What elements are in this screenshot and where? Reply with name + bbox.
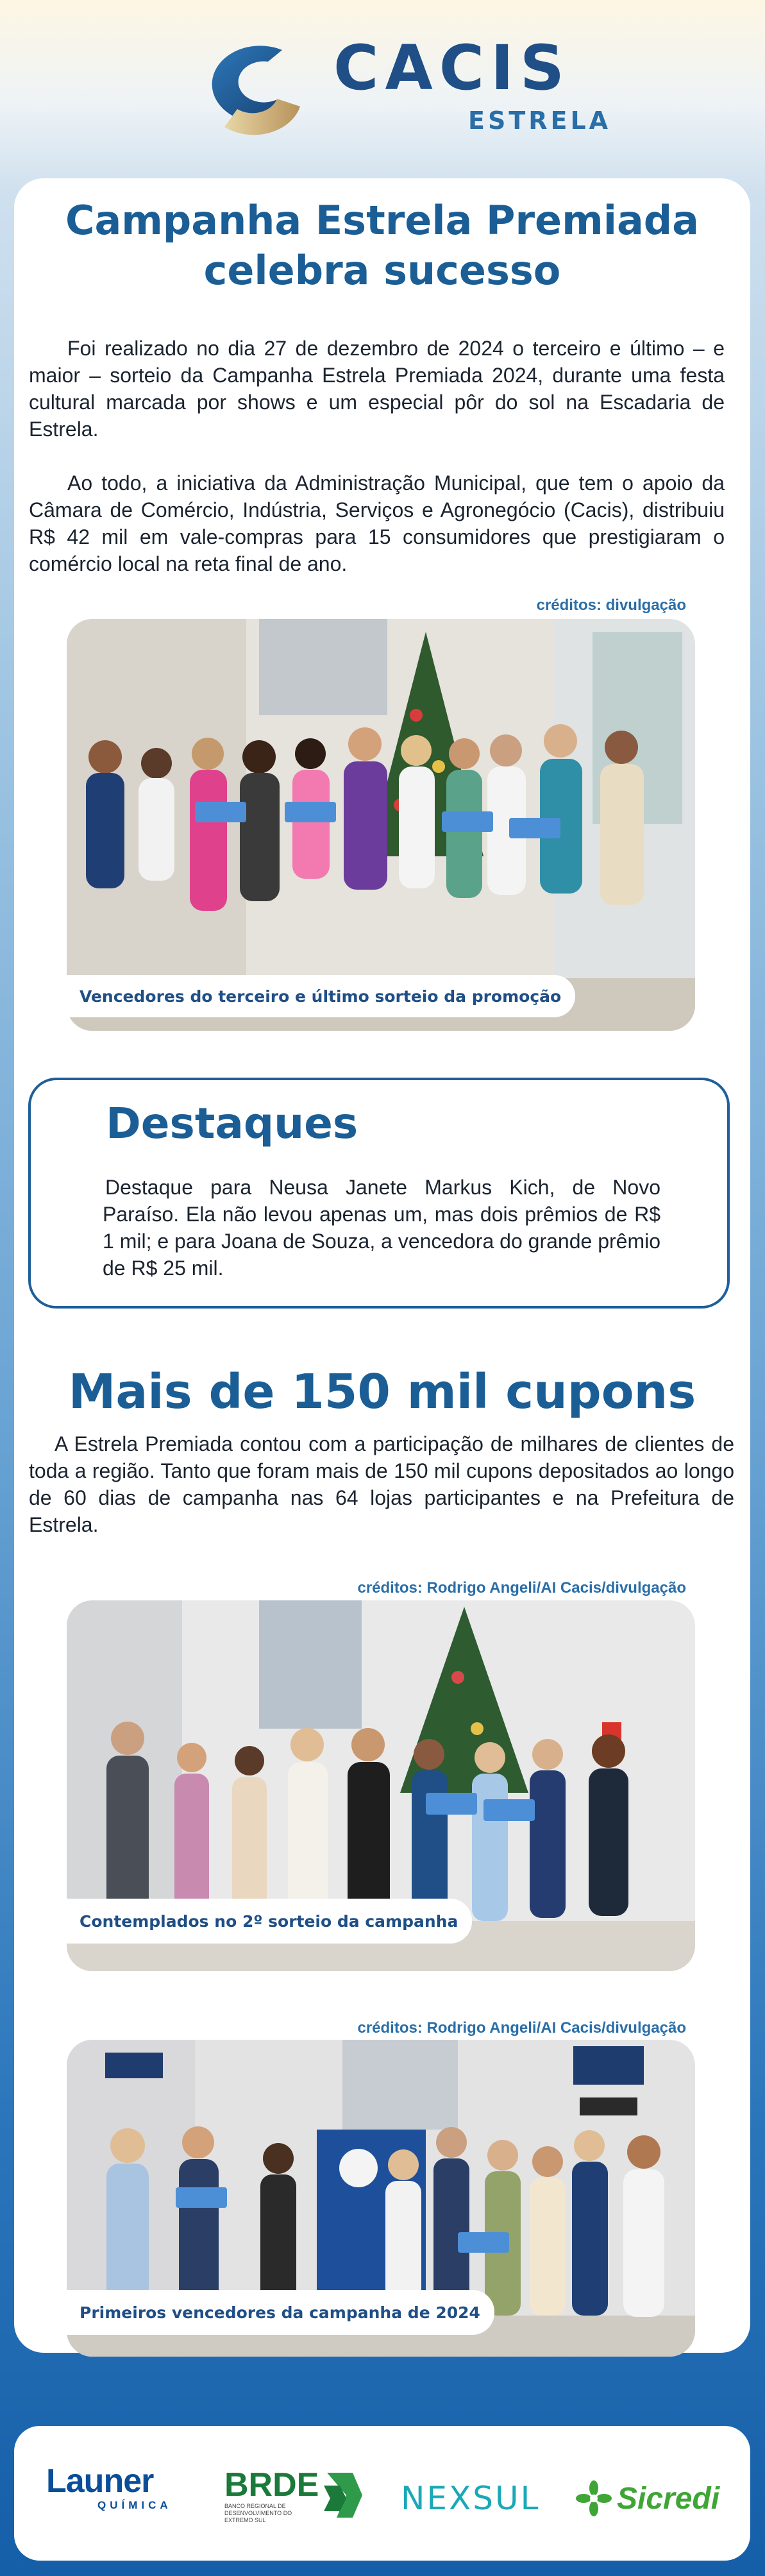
sponsor-sicredi bbox=[576, 2470, 730, 2527]
support-paragraph: Ao todo, a iniciativa da Administração Municipal, que tem o apoio da Câmara de Comércio, Indústria, Serviços e Agronegócio (Cacis), distribuiu R$ 42 mil em vale-compras para 15 consumidores que prestigiaram o comércio local na reta final de ano. bbox=[29, 471, 725, 575]
brde-logo-sub: BANCO REGIONAL DE DESENVOLVIMENTO DO EXTREMO SUL bbox=[224, 2502, 292, 2523]
coupons-title: Mais de 150 mil cupons bbox=[68, 1364, 696, 1419]
winners-photo-1 bbox=[67, 619, 695, 1031]
sponsor-launer bbox=[46, 2463, 194, 2527]
cacis-logo bbox=[186, 31, 612, 140]
sicredi-logo-text: Sicredi bbox=[617, 2481, 720, 2516]
photo-caption: Contemplados no 2º sorteio da campanha bbox=[67, 1899, 472, 1944]
cacis-ring-icon bbox=[186, 31, 327, 140]
launer-logo-text: Launer bbox=[46, 2462, 154, 2500]
article-title: Campanha Estrela Premiada celebra sucesso bbox=[65, 197, 700, 294]
photo-caption: Vencedores do terceiro e último sorteio da promoção bbox=[67, 975, 575, 1017]
coupons-text: A Estrela Premiada contou com a participação de milhares de clientes de toda a região. Tanto que foram mais de 150 mil cupons depositados ao longo de 60 dias de campanha nas 64 lojas participantes e na Prefeitura de Estrela. bbox=[29, 1432, 734, 1536]
photo-credit: créditos: Rodrigo Angeli/AI Cacis/divulgação bbox=[357, 1579, 686, 1597]
highlights-text: Destaque para Neusa Janete Markus Kich, de Novo Paraíso. Ela não levou apenas um, mas dois prêmios de R$ 1 mil; e para Joana de Souza, a vencedora do grande prêmio de R$ 25 mil. bbox=[103, 1176, 660, 1280]
photo-credit: créditos: divulgação bbox=[536, 597, 686, 614]
photo-caption: Primeiros vencedores da campanha de 2024 bbox=[67, 2290, 494, 2335]
nexsul-logo-text: NEXSUL bbox=[401, 2480, 541, 2517]
sponsor-brde bbox=[224, 2460, 372, 2530]
brde-arrow-icon bbox=[321, 2466, 366, 2524]
launer-logo-sub: QUÍMICA bbox=[97, 2499, 172, 2511]
brand-name: CACIS bbox=[333, 32, 571, 104]
sicredi-flower-icon bbox=[576, 2480, 612, 2516]
intro-paragraph: Foi realizado no dia 27 de dezembro de 2024 o terceiro e último – e maior – sorteio da Campanha Estrela Premiada 2024, durante uma festa cultural marcada por shows e um especial pôr do sol na Escadaria de Estrela. bbox=[29, 337, 725, 441]
photo-credit: créditos: Rodrigo Angeli/AI Cacis/divulgação bbox=[357, 2019, 686, 2037]
brand-subtitle: ESTRELA bbox=[468, 106, 612, 135]
brde-logo-text: BRDE bbox=[224, 2466, 319, 2504]
highlights-title: Destaques bbox=[106, 1099, 358, 1148]
sponsor-nexsul bbox=[401, 2473, 555, 2524]
